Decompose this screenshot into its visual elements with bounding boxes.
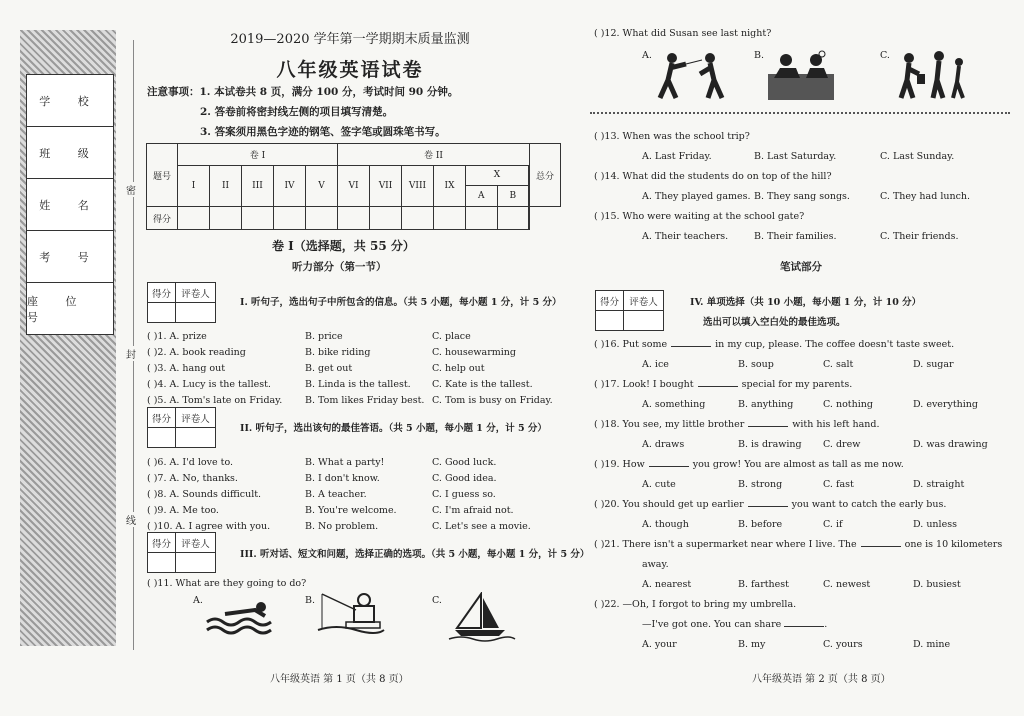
question-option-a: ( )7. A. No, thanks. xyxy=(147,473,238,484)
paper-title: 八年级英语试卷 xyxy=(276,59,424,81)
q11-option-a: A. xyxy=(193,595,203,606)
exam-number-field: 考 号 xyxy=(27,231,113,283)
question-option-b: B. You're welcome. xyxy=(305,505,397,516)
section1-instruction: I. 听句子，选出句子中所包含的信息。（共 5 小题，每小题 1 分，计 5 分） xyxy=(240,297,562,308)
grader-score-label: 得分 xyxy=(151,413,171,425)
question-option-b: B. bike riding xyxy=(305,347,371,358)
section4-instruction: IV. 单项选择（共 10 小题，每小题 1 分，计 10 分） xyxy=(690,297,922,308)
question-option-c: C. Let's see a movie. xyxy=(432,521,531,532)
row-label: 题号 xyxy=(147,144,178,207)
sailing-picture xyxy=(447,592,517,642)
mc-option: B. is drawing xyxy=(738,439,802,450)
listening-option-c: C. Their friends. xyxy=(880,231,959,242)
class-field: 班 级 xyxy=(27,127,113,179)
mc-question-text: ( )20. You should get up earlier xyxy=(594,499,744,510)
left-page-footer: 八年级英语 第 1 页（共 8 页） xyxy=(270,674,409,685)
mc-question-text: ( )18. You see, my little brother xyxy=(594,419,745,430)
mc-option: A. draws xyxy=(642,439,685,450)
listening-option-b: B. Last Saturday. xyxy=(754,151,837,162)
col-4: IV xyxy=(274,166,306,207)
fishing-picture xyxy=(316,590,386,638)
mc-question xyxy=(594,499,946,510)
mc-question xyxy=(594,339,954,350)
grader-box-3 xyxy=(147,532,216,573)
question-option-c: C. Tom is busy on Friday. xyxy=(432,395,553,406)
dotted-separator xyxy=(590,112,1010,114)
question-option-c: C. Kate is the tallest. xyxy=(432,379,533,390)
question-option-a: ( )3. A. hang out xyxy=(147,363,226,374)
col-3: III xyxy=(242,166,274,207)
vol2-label: 卷 II xyxy=(338,144,530,166)
mc-option: C. drew xyxy=(823,439,861,450)
mc-question-text: ( )21. There isn't a supermarket near where I live. The xyxy=(594,539,857,550)
col-x-label: X xyxy=(466,166,528,186)
mc-option: A. though xyxy=(642,519,689,530)
mc-option: B. strong xyxy=(738,479,783,490)
mc-question-text: ( )19. How xyxy=(594,459,645,470)
question-option-b: B. No problem. xyxy=(305,521,379,532)
question-option-b: B. Tom likes Friday best. xyxy=(305,395,425,406)
listening-option-c: C. They had lunch. xyxy=(880,191,971,202)
q12-option-a: A. xyxy=(642,50,652,61)
question-22-line2 xyxy=(642,619,827,630)
band-picture xyxy=(895,48,970,100)
mc-option: D. busiest xyxy=(913,579,961,590)
mc-option: D. straight xyxy=(913,479,965,490)
mc-question-text-after: one is 10 kilometers xyxy=(904,539,1003,550)
question-option-c: C. help out xyxy=(432,363,485,374)
question-option-b: B. price xyxy=(305,331,343,342)
name-field: 姓 名 xyxy=(27,179,113,231)
note-1: 注意事项：1. 本试卷共 8 页，满分 100 分，考试时间 90 分钟。 xyxy=(147,86,459,98)
mc-question-text: ( )16. Put some xyxy=(594,339,668,350)
mc-option: C. nothing xyxy=(823,399,873,410)
question-option-c: C. Good luck. xyxy=(432,457,497,468)
question-option-a: ( )8. A. Sounds difficult. xyxy=(147,489,262,500)
question-12: ( )12. What did Susan see last night? xyxy=(594,28,772,39)
mc-question xyxy=(594,419,879,430)
col-9: IX xyxy=(434,166,466,207)
note-3: 3. 答案须用黑色字迹的钢笔、签字笔或圆珠笔书写。 xyxy=(200,126,446,138)
grader-name-label: 评卷人 xyxy=(175,408,215,427)
col-6: VI xyxy=(338,166,370,207)
mc-question-text-after: in my cup, please. The coffee doesn't taste sweet. xyxy=(715,339,955,350)
grader-score-label: 得分 xyxy=(151,288,171,300)
grader-score-label: 得分 xyxy=(151,538,171,550)
section4-subinstruction: 选出可以填入空白处的最佳选项。 xyxy=(703,317,846,328)
blank xyxy=(861,546,901,547)
grader-name-label: 评卷人 xyxy=(175,283,215,302)
mc-option: B. before xyxy=(738,519,783,530)
binding-char-feng: 封 xyxy=(126,346,136,361)
listening-heading: 听力部分（第一节） xyxy=(292,261,387,273)
binding-char-mi: 密 xyxy=(126,182,136,197)
mc-option: A. cute xyxy=(642,479,676,490)
listening-option-b: B. They sang songs. xyxy=(754,191,850,202)
question-option-a: ( )9. A. Me too. xyxy=(147,505,219,516)
question-option-b: B. What a party! xyxy=(305,457,385,468)
listening-option-c: C. Last Sunday. xyxy=(880,151,955,162)
col-2: II xyxy=(210,166,242,207)
question-option-c: C. Good idea. xyxy=(432,473,497,484)
total-label: 总分 xyxy=(530,144,561,207)
note-2: 2. 答卷前将密封线左侧的项目填写清楚。 xyxy=(200,106,394,118)
q22-option-d: D. mine xyxy=(913,639,951,650)
question-option-c: C. I'm afraid not. xyxy=(432,505,514,516)
mc-option: B. soup xyxy=(738,359,774,370)
mc-option: C. salt xyxy=(823,359,854,370)
question-option-a: ( )6. A. I'd love to. xyxy=(147,457,234,468)
listening-option-a: A. Last Friday. xyxy=(642,151,712,162)
question-option-b: B. get out xyxy=(305,363,353,374)
school-field: 学 校 xyxy=(27,75,113,127)
q12-option-c: C. xyxy=(880,50,890,61)
score-label: 得分 xyxy=(147,207,178,230)
question-option-a: ( )10. A. I agree with you. xyxy=(147,521,271,532)
seat-number-field: 座 位 号 xyxy=(27,294,89,324)
grader-box-1 xyxy=(147,282,216,323)
grader-score-label: 得分 xyxy=(599,296,619,308)
mc-option: D. sugar xyxy=(913,359,954,370)
mc-question xyxy=(594,379,852,390)
col-x xyxy=(466,166,529,207)
mc-option: A. ice xyxy=(642,359,669,370)
listening-option-b: B. Their families. xyxy=(754,231,837,242)
question-option-a: ( )1. A. prize xyxy=(147,331,207,342)
section2-instruction: II. 听句子，选出该句的最佳答语。（共 5 小题，每小题 1 分，计 5 分） xyxy=(240,423,547,434)
question-22-line1: ( )22. —Oh, I forgot to bring my umbrella. xyxy=(594,599,797,610)
question-11: ( )11. What are they going to do? xyxy=(147,578,307,589)
right-page-footer: 八年级英语 第 2 页（共 8 页） xyxy=(752,674,891,685)
student-info-table xyxy=(26,74,114,335)
vol1-label: 卷 I xyxy=(178,144,338,166)
blank xyxy=(698,386,738,387)
listening-option-a: A. Their teachers. xyxy=(642,231,729,242)
grader-name-label: 评卷人 xyxy=(623,291,663,310)
question-option-a: ( )5. A. Tom's late on Friday. xyxy=(147,395,283,406)
q22-option-c: C. yours xyxy=(823,639,863,650)
mc-option: C. if xyxy=(823,519,843,530)
blank xyxy=(784,626,824,627)
col-7: VII xyxy=(370,166,402,207)
mc-question xyxy=(594,459,904,470)
q11-option-c: C. xyxy=(432,595,442,606)
listening-question: ( )15. Who were waiting at the school gate? xyxy=(594,211,805,222)
mc-option: D. was drawing xyxy=(913,439,988,450)
question-option-b: B. A teacher. xyxy=(305,489,367,500)
question-option-c: C. I guess so. xyxy=(432,489,496,500)
q12-option-b: B. xyxy=(754,50,765,61)
col-1: I xyxy=(178,166,210,207)
exam-title: 2019—2020 学年第一学期期末质量监测 xyxy=(230,32,470,47)
written-heading: 笔试部分 xyxy=(780,261,822,273)
mc-question xyxy=(594,539,1002,550)
question-option-a: ( )2. A. book reading xyxy=(147,347,246,358)
q21-continuation: away. xyxy=(642,559,669,570)
mc-option: D. everything xyxy=(913,399,979,410)
section3-instruction: III. 听对话、短文和问题，选择正确的选项。（共 5 小题，每小题 1 分，计 5 分） xyxy=(240,549,590,560)
col-xa: A xyxy=(466,186,498,206)
listening-option-a: A. They played games. xyxy=(642,191,751,202)
blank xyxy=(671,346,711,347)
q22-line2-text: —I've got one. You can share xyxy=(642,619,782,630)
mc-option: A. nearest xyxy=(642,579,692,590)
mc-question-text-after: you grow! You are almost as tall as me now. xyxy=(692,459,904,470)
swimming-picture xyxy=(205,598,280,638)
binding-char-xian: 线 xyxy=(126,512,136,527)
chess-picture xyxy=(766,50,836,102)
q11-option-b: B. xyxy=(305,595,316,606)
mc-question-text-after: you want to catch the early bus. xyxy=(791,499,947,510)
grader-box-4 xyxy=(595,290,664,331)
mc-question-text-after: special for my parents. xyxy=(741,379,853,390)
blank xyxy=(748,506,788,507)
mc-option: A. something xyxy=(642,399,706,410)
fencing-picture xyxy=(652,50,732,102)
mc-option: D. unless xyxy=(913,519,957,530)
volume-heading: 卷 I（选择题，共 55 分） xyxy=(272,239,415,253)
question-option-b: B. I don't know. xyxy=(305,473,380,484)
binding-sidebar xyxy=(20,30,116,646)
grader-box-2 xyxy=(147,407,216,448)
listening-question: ( )14. What did the students do on top of the hill? xyxy=(594,171,832,182)
mc-option: B. farthest xyxy=(738,579,789,590)
binding-line xyxy=(133,40,134,650)
listening-question: ( )13. When was the school trip? xyxy=(594,131,750,142)
question-option-c: C. housewarming xyxy=(432,347,517,358)
blank xyxy=(748,426,788,427)
col-8: VIII xyxy=(402,166,434,207)
mc-option: B. anything xyxy=(738,399,794,410)
col-5: V xyxy=(306,166,338,207)
mc-option: C. fast xyxy=(823,479,854,490)
q22-option-a: A. your xyxy=(642,639,677,650)
q22-line2-end: . xyxy=(824,619,828,630)
grader-name-label: 评卷人 xyxy=(175,533,215,552)
blank xyxy=(649,466,689,467)
question-option-b: B. Linda is the tallest. xyxy=(305,379,411,390)
mc-question-text-after: with his left hand. xyxy=(792,419,880,430)
score-table xyxy=(146,143,561,230)
question-option-c: C. place xyxy=(432,331,471,342)
col-xb: B xyxy=(509,191,517,201)
q22-option-b: B. my xyxy=(738,639,766,650)
question-option-a: ( )4. A. Lucy is the tallest. xyxy=(147,379,271,390)
mc-option: C. newest xyxy=(823,579,871,590)
mc-question-text: ( )17. Look! I bought xyxy=(594,379,694,390)
